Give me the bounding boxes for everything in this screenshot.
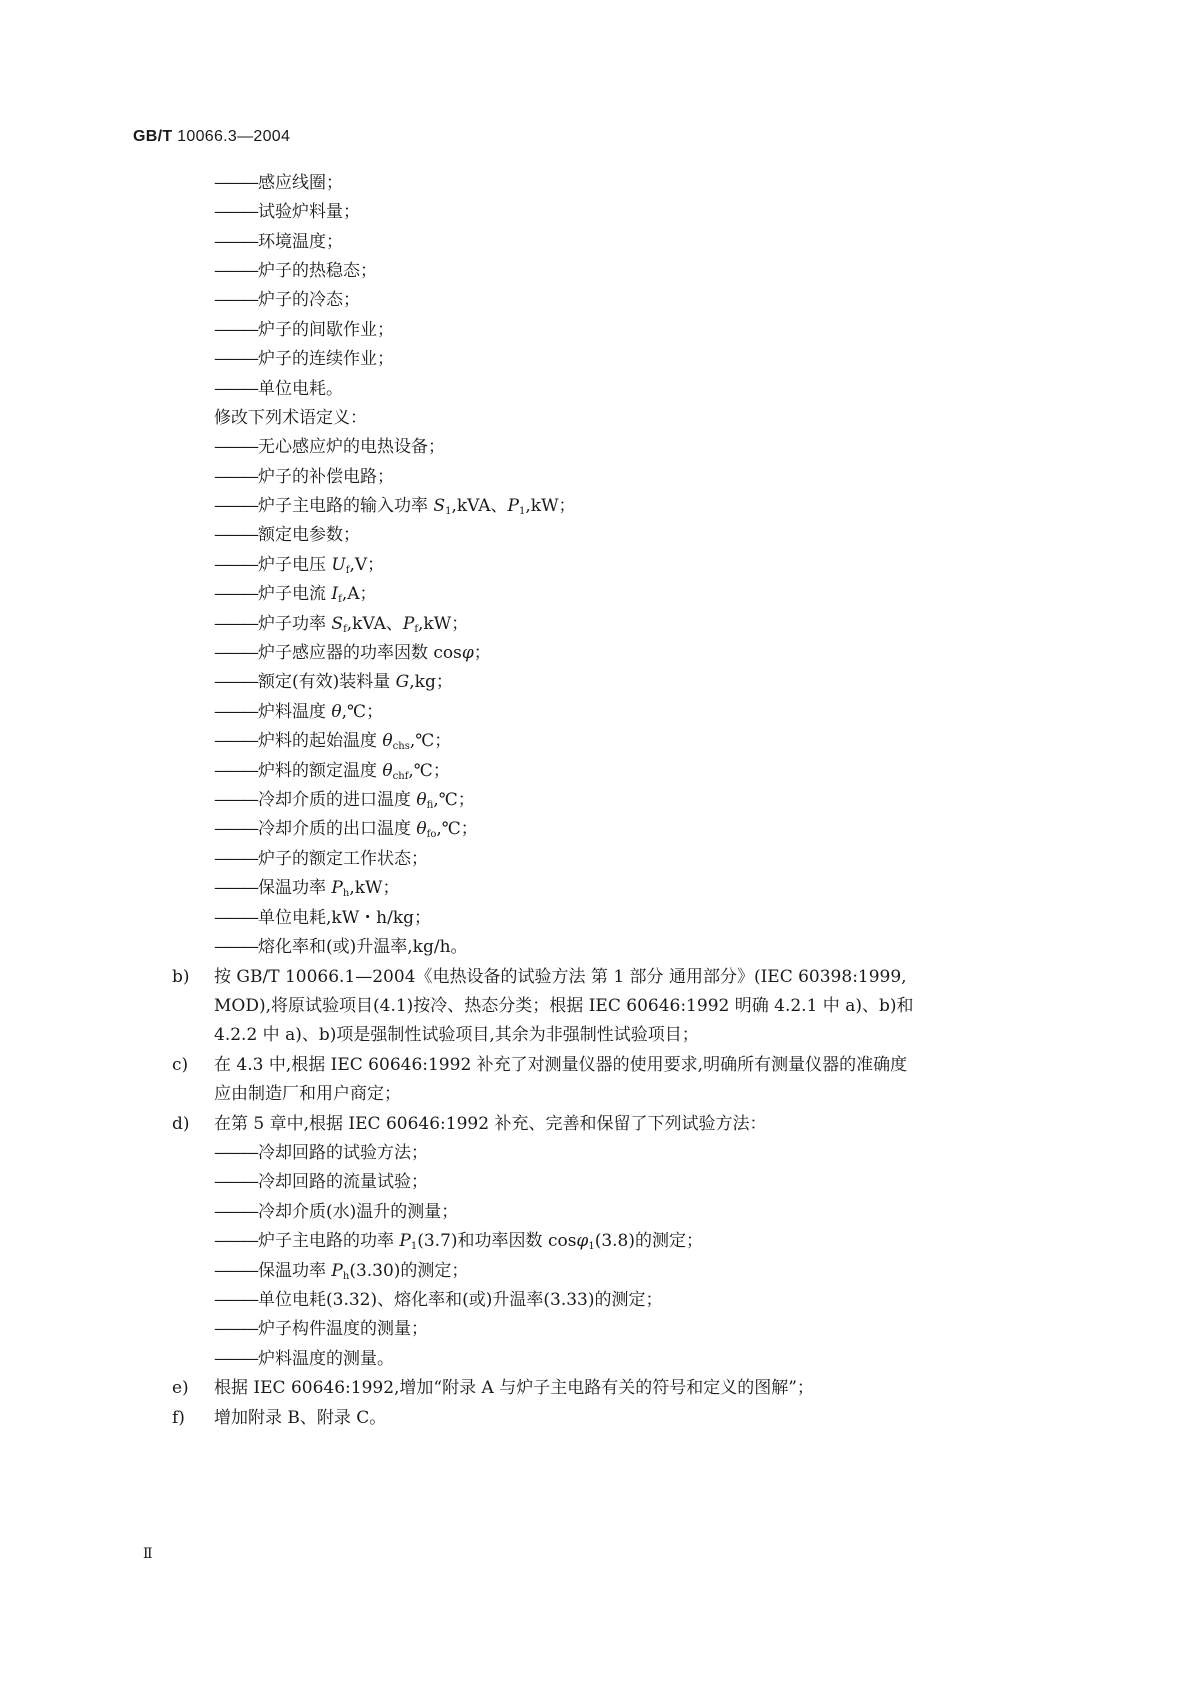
test-method-item: ——— 冷却回路的试验方法； (214, 1142, 428, 1164)
test-method-item: ——— 冷却回路的流量试验； (214, 1171, 428, 1193)
test-method-item: ——— 炉子主电路的功率 $P_1(3.7)$和功率因数 cosφ$_1$(3.8)的测定； (214, 1230, 703, 1258)
definition-item: ——— 冷却介质的出口温度 $\theta_{fo},℃$； (214, 818, 478, 846)
list-item: ——— 炉子的热稳态； (214, 260, 377, 282)
definition-item: ——— 炉料温度 θ,℃； (214, 701, 383, 723)
list-item: ——— 环境温度； (214, 231, 343, 253)
test-method-item: ——— 炉料温度的测量。 (214, 1348, 394, 1370)
definition-item: ——— 炉子感应器的功率因数 cosφ； (214, 642, 491, 664)
definition-item: ——— 单位电耗,kW・h/kg； (214, 907, 431, 929)
test-method-item: ——— 炉子构件温度的测量； (214, 1318, 428, 1340)
item-text: 根据 IEC 60646:1992,增加“附录 A 与炉子主电路有关的符号和定义的图解”； (214, 1378, 814, 1398)
definition-item: ——— 炉子的额定工作状态； (214, 848, 428, 870)
item-text: 在第 5 章中,根据 IEC 60646:1992 补充、完善和保留了下列试验方法： (214, 1114, 767, 1134)
item-label: f) (172, 1408, 185, 1428)
definition-item: ——— 炉子功率 $S_f,kVA$、$P_f,kW$； (214, 613, 468, 641)
item-text: 在 4.3 中,根据 IEC 60646:1992 补充了对测量仪器的使用要求,明确所有测量仪器的准确度 (214, 1055, 908, 1075)
definition-item: ——— 熔化率和(或)升温率,kg/h。 (214, 936, 468, 958)
definition-item: ——— 炉子电压 $U_f,V$； (214, 554, 384, 582)
item-f (172, 1407, 386, 1429)
list-item: ——— 炉子的连续作业； (214, 348, 394, 370)
item-label: e) (172, 1378, 189, 1398)
standard-number: 10066.3—2004 (177, 128, 291, 145)
definition-item: ——— 无心感应炉的电热设备； (214, 436, 445, 458)
page-number: Ⅱ (143, 1546, 153, 1562)
item-b-continuation: MOD),将原试验项目(4.1)按冷、热态分类；根据 IEC 60646:1992 明确 4.2.1 中 a)、b)和 (214, 996, 914, 1016)
item-label: d) (172, 1114, 190, 1134)
list-item: ——— 单位电耗。 (214, 378, 343, 400)
modify-intro: 修改下列术语定义： (214, 408, 367, 428)
test-method-item: ——— 冷却介质(水)温升的测量； (214, 1201, 458, 1223)
item-text: 增加附录 B、附录 C。 (214, 1408, 387, 1428)
definition-item: ——— 炉子的补偿电路； (214, 466, 394, 488)
item-d (172, 1113, 766, 1135)
standard-prefix: GB/T (133, 128, 173, 145)
definition-item: ——— 炉子主电路的输入功率 $S_1,kVA$、$P_1,kW$； (214, 495, 576, 523)
document-header (133, 128, 290, 146)
list-item: ——— 感应线圈； (214, 172, 343, 194)
list-item: ——— 试验炉料量； (214, 201, 360, 223)
item-label: b) (172, 967, 190, 987)
definition-item: ——— 冷却介质的进口温度 $\theta_{fi},℃$； (214, 789, 475, 817)
item-b-continuation: 4.2.2 中 a)、b)项是强制性试验项目,其余为非强制性试验项目； (214, 1025, 699, 1045)
list-item: ——— 炉子的间歇作业； (214, 319, 394, 341)
definition-item: ——— 炉料的额定温度 $\theta_{chf},℃$； (214, 760, 450, 788)
test-method-item: ——— 单位电耗(3.32)、熔化率和(或)升温率(3.33)的测定； (214, 1289, 663, 1311)
list-item: ——— 炉子的冷态； (214, 289, 360, 311)
definition-item: ——— 额定(有效)装料量 G,kg； (214, 671, 453, 693)
item-b (172, 966, 907, 988)
definition-item: ——— 额定电参数； (214, 524, 360, 546)
item-c (172, 1054, 907, 1076)
item-c-continuation: 应由制造厂和用户商定； (214, 1084, 401, 1104)
item-e (172, 1377, 814, 1399)
item-text: 按 GB/T 10066.1—2004《电热设备的试验方法 第 1 部分 通用部分》(IEC 60398:1999, (214, 967, 907, 987)
item-label: c) (172, 1055, 189, 1075)
test-method-item: ——— 保温功率 $P_h(3.30)$的测定； (214, 1260, 468, 1288)
definition-item: ——— 炉料的起始温度 $\theta_{chs},℃$； (214, 730, 451, 758)
definition-item: ——— 炉子电流 $I_f,A$； (214, 583, 377, 611)
definition-item: ——— 保温功率 $P_h,kW$； (214, 877, 400, 905)
